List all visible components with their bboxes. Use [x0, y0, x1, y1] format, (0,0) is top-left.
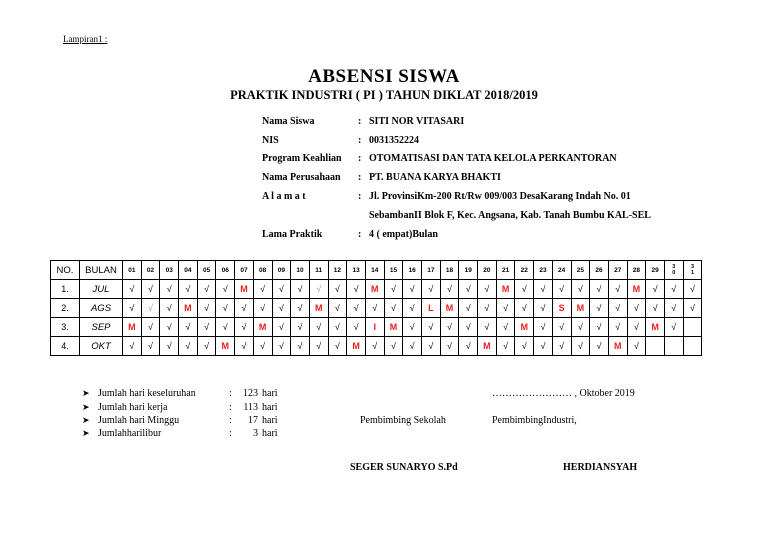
info-colon: : — [358, 229, 362, 240]
header-day-digit: 1 — [690, 270, 694, 276]
header-day: 27 — [608, 261, 627, 280]
summary-value: 123 — [243, 388, 258, 399]
attendance-cell: √ — [683, 299, 702, 318]
attendance-cell: √ — [478, 299, 497, 318]
school-supervisor-title: Pembimbing Sekolah — [360, 415, 446, 426]
header-day-digit: 3 — [672, 264, 676, 270]
summary-colon: : — [229, 428, 232, 439]
attendance-cell: √ — [272, 337, 291, 356]
attendance-cell: √ — [216, 280, 235, 299]
header-day: 24 — [552, 261, 571, 280]
lampiran-label: Lampiran1 : — [63, 34, 108, 44]
info-label-alamat: A l a m a t — [262, 191, 306, 202]
attendance-cell: M — [571, 299, 590, 318]
attendance-cell: √ — [235, 318, 254, 337]
attendance-cell: √ — [646, 280, 665, 299]
arrow-bullet-icon: ➤ — [82, 388, 90, 398]
attendance-cell — [664, 337, 683, 356]
attendance-cell: √ — [328, 299, 347, 318]
header-day: 25 — [571, 261, 590, 280]
attendance-cell: M — [496, 280, 515, 299]
attendance-cell: √ — [515, 337, 534, 356]
row-number: 1. — [51, 280, 80, 299]
attendance-cell: √ — [160, 318, 179, 337]
attendance-cell: √ — [216, 299, 235, 318]
table-row — [51, 299, 702, 318]
attendance-cell: √ — [459, 280, 478, 299]
attendance-cell: √ — [403, 318, 422, 337]
attendance-cell: √ — [328, 337, 347, 356]
summary-label: Jumlah hari kerja — [98, 402, 168, 413]
header-day: 21 — [496, 261, 515, 280]
attendance-cell: √ — [384, 280, 403, 299]
student-info — [0, 0, 768, 250]
header-day: 12 — [328, 261, 347, 280]
attendance-cell: √ — [459, 299, 478, 318]
attendance-cell: √ — [534, 318, 553, 337]
attendance-cell: √ — [365, 299, 384, 318]
attendance-cell: √ — [291, 299, 310, 318]
row-month: JUL — [80, 280, 123, 299]
attendance-cell: √ — [608, 280, 627, 299]
attendance-cell: √ — [683, 280, 702, 299]
header-day: 28 — [627, 261, 646, 280]
attendance-cell: √ — [422, 280, 441, 299]
info-value-alamat-1: Jl. ProvinsiKm-200 Rt/Rw 009/003 DesaKarang Indah No. 01 — [369, 191, 631, 202]
attendance-table — [50, 260, 702, 356]
attendance-cell — [683, 318, 702, 337]
summary-unit: hari — [262, 428, 278, 439]
info-value-nis: 0031352224 — [369, 135, 419, 146]
attendance-cell: √ — [440, 280, 459, 299]
attendance-cell: M — [216, 337, 235, 356]
attendance-cell: S — [552, 299, 571, 318]
attendance-cell: √ — [440, 318, 459, 337]
attendance-cell: √ — [646, 299, 665, 318]
attendance-cell: √ — [571, 337, 590, 356]
document-subtitle: PRAKTIK INDUSTRI ( PI ) TAHUN DIKLAT 2018/2019 — [230, 88, 538, 102]
attendance-cell: M — [646, 318, 665, 337]
attendance-cell: √ — [216, 318, 235, 337]
attendance-cell: M — [347, 337, 366, 356]
attendance-cell: √ — [179, 337, 198, 356]
row-month: SEP — [80, 318, 123, 337]
attendance-cell: √ — [253, 280, 272, 299]
attendance-cell: √ — [309, 337, 328, 356]
header-day: 10 — [291, 261, 310, 280]
header-day: 04 — [179, 261, 198, 280]
attendance-cell: √ — [403, 337, 422, 356]
attendance-cell: √ — [272, 280, 291, 299]
attendance-cell: √ — [552, 337, 571, 356]
header-day: 16 — [403, 261, 422, 280]
attendance-cell: √ — [496, 318, 515, 337]
attendance-cell: M — [440, 299, 459, 318]
header-day: 03 — [160, 261, 179, 280]
attendance-cell: √ — [141, 299, 160, 318]
attendance-cell: √ — [347, 299, 366, 318]
attendance-cell: √ — [160, 299, 179, 318]
attendance-cell: M — [608, 337, 627, 356]
table-row — [51, 280, 702, 299]
info-label-perusahaan: Nama Perusahaan — [262, 172, 341, 183]
attendance-cell: √ — [571, 280, 590, 299]
summary-label: Jumlahharilibur — [98, 428, 162, 439]
attendance-cell: √ — [309, 318, 328, 337]
row-number: 2. — [51, 299, 80, 318]
attendance-cell: √ — [235, 299, 254, 318]
attendance-cell: L — [422, 299, 441, 318]
attendance-cell: M — [365, 280, 384, 299]
attendance-cell — [683, 337, 702, 356]
header-day: 01 — [123, 261, 142, 280]
summary-value: 3 — [253, 428, 258, 439]
info-value-alamat-2: SebambanII Blok F, Kec. Angsana, Kab. Tanah Bumbu KAL-SEL — [369, 210, 651, 221]
table-header-row — [51, 261, 702, 280]
header-day: 19 — [459, 261, 478, 280]
info-label-program: Program Keahlian — [262, 153, 342, 164]
summary-colon: : — [229, 402, 232, 413]
info-value-nama: SITI NOR VITASARI — [369, 116, 465, 127]
info-label-lama: Lama Praktik — [262, 229, 323, 240]
table-row — [51, 337, 702, 356]
attendance-cell: √ — [197, 299, 216, 318]
row-month: AGS — [80, 299, 123, 318]
signature-date: …………………… , Oktober 2019 — [492, 388, 635, 399]
summary-value: 113 — [243, 402, 258, 413]
attendance-cell: √ — [272, 299, 291, 318]
header-day: 20 — [478, 261, 497, 280]
industry-supervisor-title: PembimbingIndustri, — [492, 415, 577, 426]
attendance-cell: √ — [272, 318, 291, 337]
header-day: 15 — [384, 261, 403, 280]
attendance-cell: √ — [253, 337, 272, 356]
attendance-cell: √ — [664, 318, 683, 337]
summary-colon: : — [229, 388, 232, 399]
attendance-cell: √ — [422, 337, 441, 356]
attendance-cell: I — [365, 318, 384, 337]
info-colon: : — [358, 153, 362, 164]
attendance-cell: √ — [627, 337, 646, 356]
header-day-digit: 0 — [672, 270, 676, 276]
arrow-bullet-icon: ➤ — [82, 428, 90, 438]
attendance-cell: √ — [552, 318, 571, 337]
header-day: 02 — [141, 261, 160, 280]
attendance-cell: √ — [534, 280, 553, 299]
attendance-cell: √ — [123, 337, 142, 356]
attendance-cell: √ — [515, 299, 534, 318]
attendance-cell: √ — [627, 318, 646, 337]
header-day-digit: 3 — [690, 264, 694, 270]
attendance-cell: √ — [664, 299, 683, 318]
summary-unit: hari — [262, 415, 278, 426]
header-day: 14 — [365, 261, 384, 280]
attendance-cell: √ — [478, 280, 497, 299]
attendance-cell: M — [179, 299, 198, 318]
attendance-cell: √ — [664, 280, 683, 299]
header-day: 26 — [590, 261, 609, 280]
attendance-cell: √ — [347, 318, 366, 337]
attendance-cell: √ — [291, 337, 310, 356]
attendance-cell: √ — [384, 337, 403, 356]
attendance-cell: √ — [590, 318, 609, 337]
header-day: 29 — [646, 261, 665, 280]
header-day: 06 — [216, 261, 235, 280]
document-title: ABSENSI SISWA — [308, 66, 460, 87]
header-day: 08 — [253, 261, 272, 280]
arrow-bullet-icon: ➤ — [82, 415, 90, 425]
header-day: 18 — [440, 261, 459, 280]
info-label-nama: Nama Siswa — [262, 116, 315, 127]
arrow-bullet-icon: ➤ — [82, 402, 90, 412]
attendance-cell: √ — [534, 299, 553, 318]
attendance-cell: √ — [309, 280, 328, 299]
attendance-cell: √ — [179, 318, 198, 337]
school-supervisor-name: SEGER SUNARYO S.Pd — [350, 462, 458, 473]
attendance-cell: M — [627, 280, 646, 299]
info-value-perusahaan: PT. BUANA KARYA BHAKTI — [369, 172, 501, 183]
attendance-cell: √ — [384, 299, 403, 318]
row-month: OKT — [80, 337, 123, 356]
attendance-cell: √ — [253, 299, 272, 318]
attendance-cell — [646, 337, 665, 356]
info-colon: : — [358, 116, 362, 127]
table-row — [51, 318, 702, 337]
attendance-cell: √ — [459, 318, 478, 337]
attendance-cell: M — [515, 318, 534, 337]
attendance-cell: √ — [515, 280, 534, 299]
attendance-cell: √ — [291, 318, 310, 337]
summary-unit: hari — [262, 388, 278, 399]
attendance-cell: √ — [496, 299, 515, 318]
attendance-cell: √ — [179, 280, 198, 299]
attendance-cell: √ — [459, 337, 478, 356]
header-day: 13 — [347, 261, 366, 280]
attendance-cell: √ — [496, 337, 515, 356]
attendance-cell: √ — [141, 337, 160, 356]
header-no: NO. — [51, 261, 80, 280]
attendance-cell: √ — [608, 299, 627, 318]
attendance-cell: √ — [160, 280, 179, 299]
header-day: 05 — [197, 261, 216, 280]
attendance-cell: √ — [291, 280, 310, 299]
attendance-cell: √ — [590, 337, 609, 356]
header-day: 22 — [515, 261, 534, 280]
attendance-cell: M — [478, 337, 497, 356]
attendance-cell: √ — [197, 280, 216, 299]
header-day — [683, 261, 702, 280]
info-value-program: OTOMATISASI DAN TATA KELOLA PERKANTORAN — [369, 153, 617, 164]
attendance-cell: √ — [365, 337, 384, 356]
attendance-cell: √ — [534, 337, 553, 356]
attendance-cell: √ — [590, 280, 609, 299]
attendance-cell: √ — [590, 299, 609, 318]
summary-label: Jumlah hari keseluruhan — [98, 388, 196, 399]
header-day: 23 — [534, 261, 553, 280]
attendance-cell: M — [123, 318, 142, 337]
attendance-cell: √ — [141, 318, 160, 337]
attendance-cell: √ — [123, 280, 142, 299]
header-day: 07 — [235, 261, 254, 280]
attendance-cell: √ — [403, 299, 422, 318]
attendance-cell: √ — [422, 318, 441, 337]
summary-colon: : — [229, 415, 232, 426]
attendance-cell: √ — [141, 280, 160, 299]
attendance-cell: M — [235, 280, 254, 299]
info-value-lama: 4 ( empat)Bulan — [369, 229, 438, 240]
info-colon: : — [358, 135, 362, 146]
attendance-cell: √ — [347, 280, 366, 299]
attendance-cell: √ — [478, 318, 497, 337]
summary-unit: hari — [262, 402, 278, 413]
attendance-cell: √ — [627, 299, 646, 318]
attendance-cell: M — [309, 299, 328, 318]
attendance-cell: √ — [328, 280, 347, 299]
row-number: 3. — [51, 318, 80, 337]
row-number: 4. — [51, 337, 80, 356]
attendance-cell: √ — [608, 318, 627, 337]
summary-value: 17 — [248, 415, 258, 426]
info-colon: : — [358, 172, 362, 183]
summary-label: Jumlah hari Minggu — [98, 415, 180, 426]
attendance-cell: √ — [197, 318, 216, 337]
header-day: 17 — [422, 261, 441, 280]
attendance-cell: √ — [552, 280, 571, 299]
attendance-cell: M — [384, 318, 403, 337]
header-day: 11 — [309, 261, 328, 280]
attendance-cell: √ — [571, 318, 590, 337]
attendance-cell: √ — [440, 337, 459, 356]
info-colon: : — [358, 191, 362, 202]
attendance-cell: √ — [403, 280, 422, 299]
attendance-cell: √ — [160, 337, 179, 356]
attendance-cell: √ — [123, 299, 142, 318]
header-bulan: BULAN — [80, 261, 123, 280]
header-day — [664, 261, 683, 280]
industry-supervisor-name: HERDIANSYAH — [563, 462, 638, 473]
attendance-cell: √ — [235, 337, 254, 356]
attendance-cell: √ — [197, 337, 216, 356]
attendance-cell: M — [253, 318, 272, 337]
info-label-nis: NIS — [262, 135, 279, 146]
header-day: 09 — [272, 261, 291, 280]
attendance-cell: √ — [328, 318, 347, 337]
